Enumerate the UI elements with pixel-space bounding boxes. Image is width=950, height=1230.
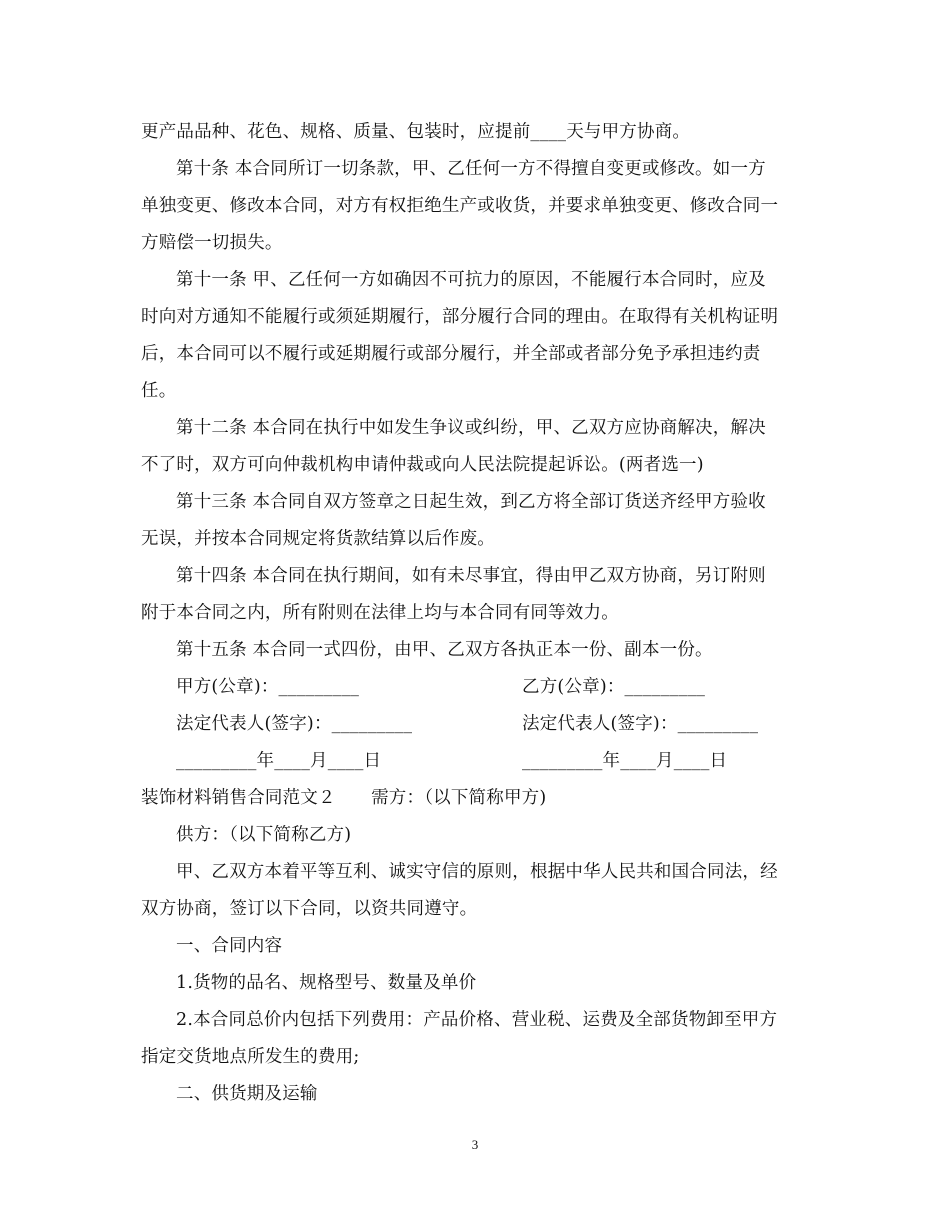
text-line: 不了时，双方可向仲裁机构申请仲裁或向人民法院提起诉讼。(两者选一) (141, 455, 704, 475)
text-line: 二、供货期及运输 (176, 1084, 318, 1104)
text-line: 第十条 本合同所订一切条款，甲、乙任何一方不得擅自变更或修改。如一方 (176, 159, 766, 179)
text-line: 甲、乙双方本着平等互利、诚实守信的原则，根据中华人民共和国合同法，经 (176, 862, 778, 882)
text-line: 后，本合同可以不履行或延期履行或部分履行，并全部或者部分免予承担违约责 (141, 344, 761, 364)
text-line: 2.本合同总价内包括下列费用：产品价格、营业税、运费及全部货物卸至甲方 (176, 1010, 778, 1030)
party-b-seal: 乙方(公章)：_________ (522, 677, 706, 697)
text-line: 方赔偿一切损失。 (141, 233, 283, 253)
text-line: 一、合同内容 (176, 936, 283, 956)
text-line: 无误，并按本合同规定将货款结算以后作废。 (141, 529, 495, 549)
text-line: 第十三条 本合同自双方签章之日起生效，到乙方将全部订货送齐经甲方验收 (176, 492, 766, 512)
text-line: 第十五条 本合同一式四份，由甲、乙双方各执正本一份、副本一份。 (176, 640, 713, 660)
text-line: 单独变更、修改本合同，对方有权拒绝生产或收货，并要求单独变更、修改合同一 (141, 196, 779, 216)
text-line: 1.货物的品名、规格型号、数量及单价 (176, 973, 477, 993)
party-b-representative: 法定代表人(签字)：_________ (522, 714, 759, 734)
text-line: 更产品品种、花色、规格、质量、包装时，应提前____天与甲方协商。 (141, 122, 691, 142)
text-line: 供方：（以下简称乙方) (176, 825, 352, 845)
party-a-representative: 法定代表人(签字)：_________ (176, 714, 413, 734)
page-number: 3 (471, 1137, 479, 1152)
text-line: 第十二条 本合同在执行中如发生争议或纠纷，甲、乙双方应协商解决，解决 (176, 418, 766, 438)
party-a-seal: 甲方(公章)：_________ (176, 677, 360, 697)
section-heading: 装饰材料销售合同范文２ 需方：（以下简称甲方) (141, 788, 547, 808)
text-line: 附于本合同之内，所有附则在法律上均与本合同有同等效力。 (141, 603, 619, 623)
text-line: 任。 (141, 381, 177, 401)
party-a-date: _________年____月____日 (176, 751, 382, 771)
text-line: 指定交货地点所发生的费用; (141, 1047, 360, 1067)
text-line: 双方协商，签订以下合同，以资共同遵守。 (141, 899, 478, 919)
text-line: 时向对方通知不能履行或须延期履行，部分履行合同的理由。在取得有关机构证明 (141, 307, 779, 327)
text-line: 第十四条 本合同在执行期间，如有未尽事宜，得由甲乙双方协商，另订附则 (176, 566, 766, 586)
text-line: 第十一条 甲、乙任何一方如确因不可抗力的原因，不能履行本合同时，应及 (176, 270, 766, 290)
party-b-date: _________年____月____日 (522, 751, 728, 771)
